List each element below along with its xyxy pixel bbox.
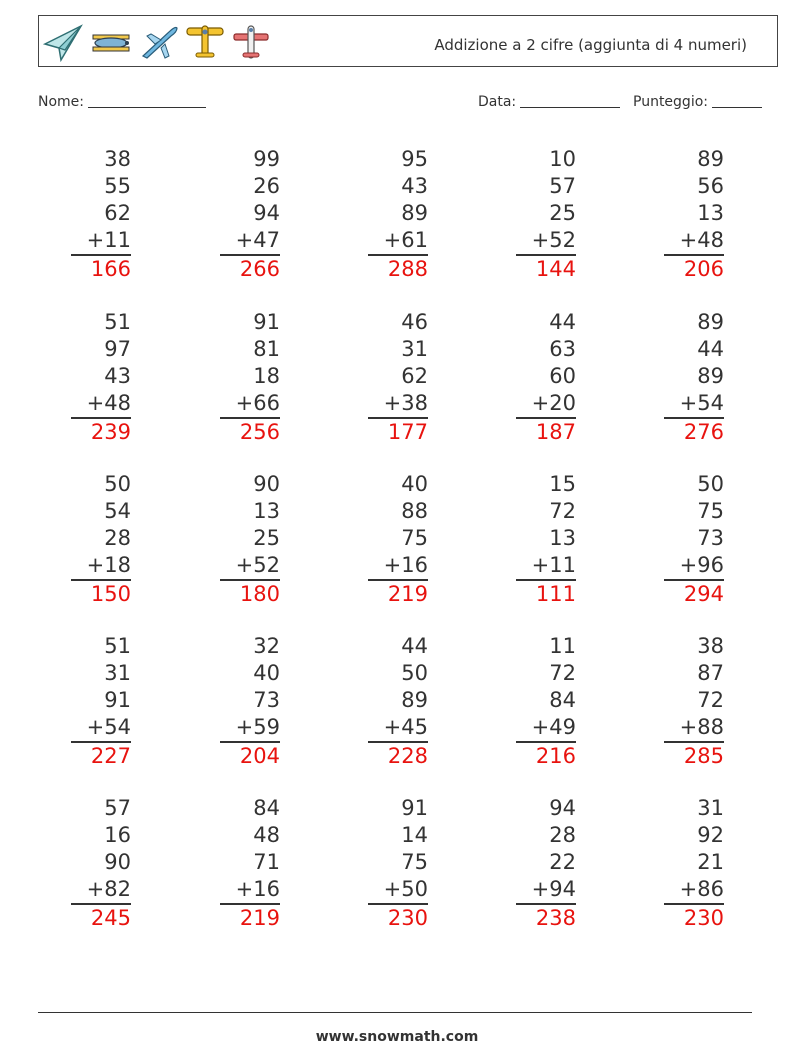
addend: 38 (697, 634, 724, 658)
problem-5-4 (516, 795, 576, 932)
addend: 44 (697, 337, 724, 361)
addend: 87 (697, 661, 724, 685)
answer: 177 (387, 420, 428, 444)
answer: 206 (683, 257, 724, 281)
addend: 48 (253, 823, 280, 847)
addend: 72 (549, 499, 576, 523)
problem-3-2 (220, 471, 280, 608)
header-box (38, 15, 778, 67)
addend: 81 (253, 337, 280, 361)
answer: 239 (90, 420, 131, 444)
addend: 57 (104, 796, 131, 820)
addend: +59 (220, 714, 280, 743)
worksheet-title: Addizione a 2 cifre (aggiunta di 4 numeri) (434, 36, 747, 54)
addend: +16 (368, 552, 428, 581)
problem-3-4 (516, 471, 576, 608)
answer: 204 (239, 744, 280, 768)
header-icons (43, 22, 271, 62)
name-field[interactable] (38, 93, 206, 110)
answer: 228 (387, 744, 428, 768)
addend: 43 (104, 364, 131, 388)
addend: 75 (697, 499, 724, 523)
addend: 73 (253, 688, 280, 712)
addend: 63 (549, 337, 576, 361)
problem-4-1 (71, 633, 131, 770)
addend: 28 (104, 526, 131, 550)
addend: +48 (71, 390, 131, 419)
problem-1-5 (664, 146, 724, 283)
answer: 245 (90, 906, 131, 930)
addend: 89 (401, 688, 428, 712)
addend: +54 (71, 714, 131, 743)
addend: 51 (104, 634, 131, 658)
addend: 10 (549, 147, 576, 171)
addend: +11 (71, 227, 131, 256)
answer: 166 (90, 257, 131, 281)
addend: 72 (697, 688, 724, 712)
addend: +61 (368, 227, 428, 256)
answer: 230 (387, 906, 428, 930)
addend: 22 (549, 850, 576, 874)
paper-plane-icon (43, 22, 83, 62)
answer: 150 (90, 582, 131, 606)
jet-plane-icon (139, 22, 179, 62)
addend: 90 (253, 472, 280, 496)
addend: 38 (104, 147, 131, 171)
addend: 94 (253, 201, 280, 225)
addend: 95 (401, 147, 428, 171)
score-label: Punteggio: (633, 94, 708, 110)
addend: 13 (549, 526, 576, 550)
addend: 89 (697, 147, 724, 171)
problem-4-3 (368, 633, 428, 770)
answer: 238 (535, 906, 576, 930)
problem-1-1 (71, 146, 131, 283)
answer: 294 (683, 582, 724, 606)
addend: 94 (549, 796, 576, 820)
problem-2-2 (220, 309, 280, 446)
problem-1-3 (368, 146, 428, 283)
addend: 97 (104, 337, 131, 361)
addend: +11 (516, 552, 576, 581)
score-field[interactable] (633, 93, 762, 110)
addend: +47 (220, 227, 280, 256)
addend: 40 (253, 661, 280, 685)
addend: 84 (549, 688, 576, 712)
date-field[interactable] (478, 93, 620, 110)
addend: 43 (401, 174, 428, 198)
date-label: Data: (478, 94, 517, 110)
name-label: Nome: (38, 94, 85, 110)
addend: +20 (516, 390, 576, 419)
addend: +86 (664, 876, 724, 905)
addend: 72 (549, 661, 576, 685)
addend: +38 (368, 390, 428, 419)
addend: +48 (664, 227, 724, 256)
addend: 62 (401, 364, 428, 388)
problem-2-4 (516, 309, 576, 446)
problem-3-3 (368, 471, 428, 608)
addend: 21 (697, 850, 724, 874)
problem-2-1 (71, 309, 131, 446)
addend: +45 (368, 714, 428, 743)
addend: 84 (253, 796, 280, 820)
addend: 99 (253, 147, 280, 171)
addend: 15 (549, 472, 576, 496)
problem-1-4 (516, 146, 576, 283)
addend: 51 (104, 310, 131, 334)
addend: 13 (697, 201, 724, 225)
addend: 55 (104, 174, 131, 198)
addend: +94 (516, 876, 576, 905)
addend: 88 (401, 499, 428, 523)
problem-5-5 (664, 795, 724, 932)
red-plane-icon (231, 22, 271, 62)
addend: 90 (104, 850, 131, 874)
addend: 62 (104, 201, 131, 225)
addend: +66 (220, 390, 280, 419)
addend: 44 (549, 310, 576, 334)
answer: 256 (239, 420, 280, 444)
addend: 91 (104, 688, 131, 712)
answer: 266 (239, 257, 280, 281)
answer: 227 (90, 744, 131, 768)
addend: 31 (697, 796, 724, 820)
answer: 288 (387, 257, 428, 281)
problem-5-1 (71, 795, 131, 932)
answer: 144 (535, 257, 576, 281)
addend: 25 (253, 526, 280, 550)
addend: 89 (697, 310, 724, 334)
footer-divider (38, 1012, 752, 1013)
addend: 14 (401, 823, 428, 847)
addend: 32 (253, 634, 280, 658)
problem-4-5 (664, 633, 724, 770)
addend: +52 (516, 227, 576, 256)
addend: 50 (697, 472, 724, 496)
addend: 54 (104, 499, 131, 523)
answer: 187 (535, 420, 576, 444)
date-blank[interactable] (520, 93, 620, 108)
addend: 50 (401, 661, 428, 685)
addend: 57 (549, 174, 576, 198)
addend: 40 (401, 472, 428, 496)
addend: +82 (71, 876, 131, 905)
addend: +49 (516, 714, 576, 743)
problem-1-2 (220, 146, 280, 283)
answer: 219 (387, 582, 428, 606)
addend: 92 (697, 823, 724, 847)
addend: 91 (253, 310, 280, 334)
yellow-plane-icon (185, 22, 225, 62)
addend: +54 (664, 390, 724, 419)
problem-3-5 (664, 471, 724, 608)
addend: 31 (401, 337, 428, 361)
name-blank[interactable] (88, 93, 206, 108)
answer: 230 (683, 906, 724, 930)
answer: 219 (239, 906, 280, 930)
score-blank[interactable] (712, 93, 762, 108)
answer: 285 (683, 744, 724, 768)
answer: 180 (239, 582, 280, 606)
answer: 276 (683, 420, 724, 444)
blue-biplane-icon (89, 22, 133, 62)
problem-2-5 (664, 309, 724, 446)
addend: 75 (401, 526, 428, 550)
addend: +96 (664, 552, 724, 581)
addend: +50 (368, 876, 428, 905)
addend: 26 (253, 174, 280, 198)
addend: 44 (401, 634, 428, 658)
problem-4-2 (220, 633, 280, 770)
answer: 216 (535, 744, 576, 768)
addend: +52 (220, 552, 280, 581)
problem-3-1 (71, 471, 131, 608)
addend: 18 (253, 364, 280, 388)
addend: 16 (104, 823, 131, 847)
addend: 25 (549, 201, 576, 225)
addend: 50 (104, 472, 131, 496)
addend: 46 (401, 310, 428, 334)
addend: 89 (697, 364, 724, 388)
addend: 13 (253, 499, 280, 523)
addend: 56 (697, 174, 724, 198)
addend: 73 (697, 526, 724, 550)
addend: +18 (71, 552, 131, 581)
addend: 89 (401, 201, 428, 225)
addend: 71 (253, 850, 280, 874)
problem-2-3 (368, 309, 428, 446)
problem-4-4 (516, 633, 576, 770)
addend: 28 (549, 823, 576, 847)
addend: 11 (549, 634, 576, 658)
problem-5-2 (220, 795, 280, 932)
problem-5-3 (368, 795, 428, 932)
footer-site: www.snowmath.com (315, 1029, 479, 1045)
addend: 31 (104, 661, 131, 685)
addend: 91 (401, 796, 428, 820)
addend: 75 (401, 850, 428, 874)
addend: +88 (664, 714, 724, 743)
addend: +16 (220, 876, 280, 905)
answer: 111 (535, 582, 576, 606)
addend: 60 (549, 364, 576, 388)
